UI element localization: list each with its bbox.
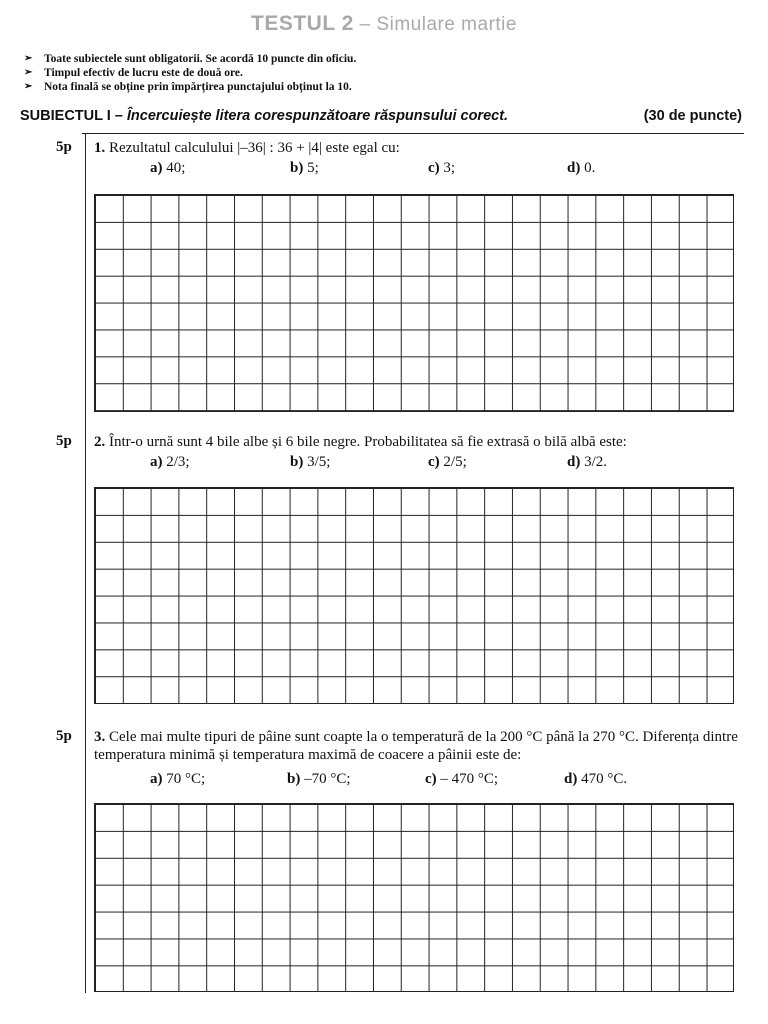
rule-text: Timpul efectiv de lucru este de două ore. bbox=[44, 67, 243, 79]
subject-instruction: Încercuiește litera corespunzătoare răspunsului corect. bbox=[126, 108, 509, 124]
question-text bbox=[94, 433, 744, 451]
answer-value: –70 °C; bbox=[300, 771, 351, 787]
answer-letter: a) bbox=[150, 160, 163, 176]
arrow-bullet-icon: ➢ bbox=[24, 53, 33, 64]
rules-list bbox=[24, 52, 356, 94]
question-points: 5p bbox=[56, 728, 72, 744]
title-main: TESTUL 2 bbox=[251, 12, 354, 35]
answer-value: 3/2. bbox=[580, 454, 608, 470]
answer-letter: d) bbox=[564, 771, 578, 787]
answer-grid[interactable] bbox=[94, 487, 734, 704]
answer-letter: c) bbox=[425, 771, 437, 787]
answer-value: 40; bbox=[162, 160, 186, 176]
answer-letter: b) bbox=[290, 454, 304, 470]
question-number: 2. bbox=[94, 434, 106, 450]
title-subtitle: – Simulare martie bbox=[353, 14, 517, 35]
subject-points: (30 de puncte) bbox=[643, 108, 742, 124]
answer-option[interactable] bbox=[290, 454, 330, 471]
question-text bbox=[94, 139, 744, 157]
question-number: 3. bbox=[94, 729, 106, 745]
subject-label: SUBIECTUL I – bbox=[20, 108, 127, 124]
answer-value: – 470 °C; bbox=[436, 771, 499, 787]
subject-heading bbox=[20, 108, 742, 124]
question-text bbox=[94, 728, 738, 764]
answer-value: 5; bbox=[303, 160, 319, 176]
answer-letter: c) bbox=[428, 454, 440, 470]
answer-value: 2/3; bbox=[162, 454, 190, 470]
rule-text: Nota finală se obține prin împărțirea punctajului obținut la 10. bbox=[44, 81, 352, 93]
rule-item bbox=[24, 52, 356, 66]
answer-option[interactable] bbox=[428, 160, 455, 177]
page-title bbox=[0, 12, 768, 36]
answer-option[interactable] bbox=[428, 454, 467, 471]
answer-letter: b) bbox=[290, 160, 304, 176]
rule-item bbox=[24, 80, 356, 94]
subject-instruction-line bbox=[20, 108, 508, 124]
answer-value: 0. bbox=[580, 160, 596, 176]
answer-value: 2/5; bbox=[439, 454, 467, 470]
rule-text: Toate subiectele sunt obligatorii. Se acordă 10 puncte din oficiu. bbox=[44, 53, 357, 65]
answer-option[interactable] bbox=[564, 771, 627, 788]
answer-value: 3/5; bbox=[303, 454, 331, 470]
answer-letter: c) bbox=[428, 160, 440, 176]
answer-option[interactable] bbox=[287, 771, 351, 788]
answer-value: 70 °C; bbox=[162, 771, 206, 787]
answer-option[interactable] bbox=[425, 771, 498, 788]
question-body: Cele mai multe tipuri de pâine sunt coapte la o temperatură de la 200 °C până la 270 °C. Diferența dintre temperatura minimă și temperatura maximă de coacere a pâinii este de: bbox=[94, 729, 738, 763]
answer-option[interactable] bbox=[567, 454, 607, 471]
answer-letter: a) bbox=[150, 771, 163, 787]
answer-letter: b) bbox=[287, 771, 301, 787]
answer-value: 3; bbox=[439, 160, 456, 176]
arrow-bullet-icon: ➢ bbox=[24, 81, 33, 92]
answer-option[interactable] bbox=[290, 160, 319, 177]
question-number: 1. bbox=[94, 140, 106, 156]
answer-grid[interactable] bbox=[94, 194, 734, 412]
question-points: 5p bbox=[56, 433, 72, 449]
answer-option[interactable] bbox=[150, 160, 185, 177]
rule-item bbox=[24, 66, 356, 80]
answer-letter: d) bbox=[567, 160, 581, 176]
answer-letter: d) bbox=[567, 454, 581, 470]
answer-option[interactable] bbox=[150, 454, 190, 471]
answer-option[interactable] bbox=[150, 771, 205, 788]
arrow-bullet-icon: ➢ bbox=[24, 67, 33, 78]
answer-grid[interactable] bbox=[94, 803, 734, 992]
question-points: 5p bbox=[56, 139, 72, 155]
header-divider bbox=[82, 133, 744, 134]
question-body: Rezultatul calculului |–36| : 36 + |4| este egal cu: bbox=[105, 140, 400, 156]
question-body: Într-o urnă sunt 4 bile albe și 6 bile negre. Probabilitatea să fie extrasă o bilă albă este: bbox=[105, 434, 627, 450]
answer-option[interactable] bbox=[567, 160, 595, 177]
margin-divider bbox=[85, 133, 86, 993]
answer-value: 470 °C. bbox=[577, 771, 628, 787]
answer-letter: a) bbox=[150, 454, 163, 470]
